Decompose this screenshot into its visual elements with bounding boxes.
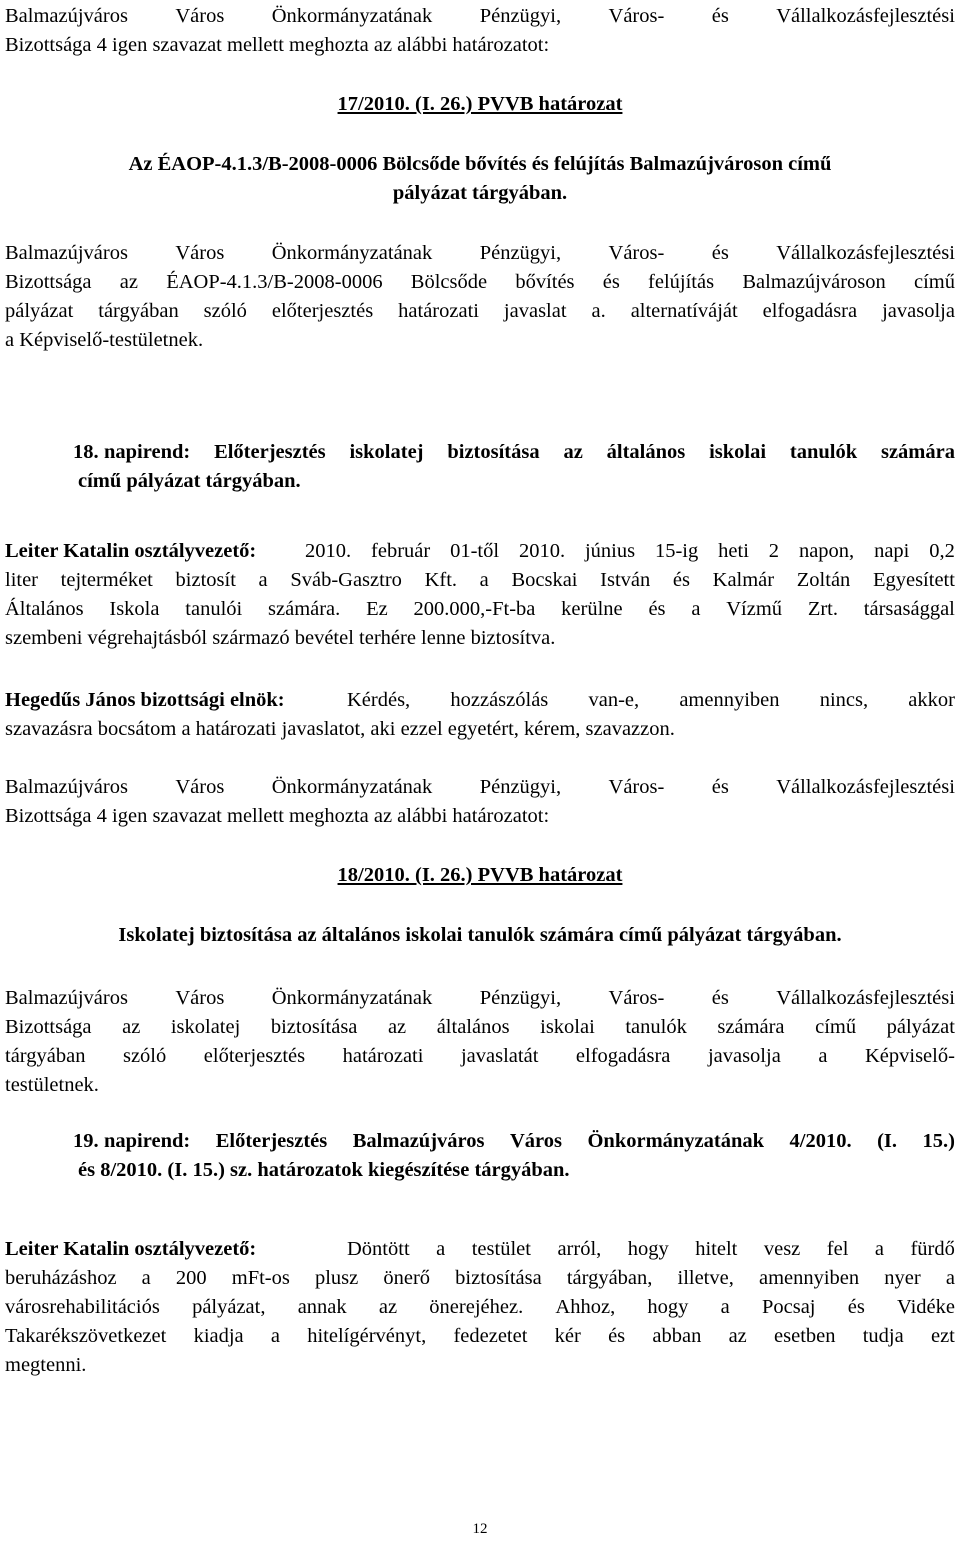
- word: Város: [175, 5, 225, 27]
- word: Bizottsága: [5, 1016, 92, 1038]
- word: és: [711, 5, 729, 27]
- word: liter: [5, 569, 39, 591]
- word: Ez: [366, 598, 388, 620]
- word: szóló: [203, 300, 247, 322]
- word: tárgyában,: [566, 1267, 653, 1289]
- page-number: 12: [472, 1521, 488, 1537]
- word: iskolai: [709, 441, 767, 463]
- word: a: [874, 1238, 884, 1260]
- word: 15-ig: [654, 540, 699, 562]
- word: iskolai: [540, 1016, 595, 1038]
- word: 2: [768, 540, 780, 562]
- word: számára: [880, 441, 955, 463]
- justified-line: [5, 984, 955, 1013]
- word: Egyesített: [872, 569, 955, 591]
- justified-line: [104, 1127, 955, 1156]
- word: az: [122, 1016, 141, 1038]
- justified-line: [5, 268, 955, 297]
- word: (I.: [877, 1130, 898, 1152]
- word: a: [818, 1045, 828, 1067]
- word: és: [847, 1296, 865, 1318]
- word: Város: [175, 776, 225, 798]
- justified-line: [5, 1322, 955, 1351]
- word: Bölcsőde: [410, 271, 488, 293]
- word: az: [119, 271, 138, 293]
- resolution-title: 18/2010. (I. 26.) PVVB határozat: [337, 864, 623, 886]
- word: Ahhoz,: [555, 1296, 616, 1318]
- word: javaslat: [503, 300, 567, 322]
- word: Iskola: [109, 598, 160, 620]
- word: Előterjesztés: [215, 1130, 328, 1152]
- word: biztosítása: [270, 1016, 358, 1038]
- word: esetben: [774, 1325, 836, 1347]
- word: van-e,: [588, 689, 640, 711]
- word: a: [436, 1238, 446, 1260]
- word: pályázat: [886, 1016, 955, 1038]
- word: fürdő: [910, 1238, 955, 1260]
- resolution-title: 17/2010. (I. 26.) PVVB határozat: [337, 93, 623, 115]
- word: önerejéhez.: [429, 1296, 524, 1318]
- word: című: [815, 1016, 857, 1038]
- word: Pénzügyi,: [479, 776, 562, 798]
- word: az: [563, 441, 583, 463]
- speaker-label: Leiter Katalin osztályvezető:: [5, 1238, 257, 1260]
- word: tudja: [862, 1325, 904, 1347]
- word: tárgyában: [98, 300, 179, 322]
- word: elfogadásra: [575, 1045, 671, 1067]
- word: tárgyában: [5, 1045, 86, 1067]
- word: és: [648, 598, 666, 620]
- justified-line: [104, 438, 955, 467]
- word: című: [914, 271, 955, 293]
- word: iskolatej: [170, 1016, 241, 1038]
- justified-line: [5, 239, 955, 268]
- word: István: [600, 569, 651, 591]
- word: ezt: [930, 1325, 955, 1347]
- word: 2010.: [518, 540, 566, 562]
- word: határozati: [398, 300, 479, 322]
- word: előterjesztés: [271, 300, 374, 322]
- word: számára.: [268, 598, 341, 620]
- resolution-subject-line: Az ÉAOP-4.1.3/B-2008-0006 Bölcsőde bővítés és felújítás Balmazújvároson című: [128, 153, 832, 175]
- justified-line: [347, 1235, 955, 1264]
- text-line: Bizottsága 4 igen szavazat mellett meghozta az alábbi határozatot:: [5, 805, 550, 827]
- word: Sváb-Gasztro: [290, 569, 402, 591]
- word: számára: [717, 1016, 785, 1038]
- agenda-number: 18.: [73, 441, 99, 463]
- word: biztosít: [175, 569, 236, 591]
- word: szóló: [122, 1045, 167, 1067]
- justified-line: [5, 2, 955, 31]
- text-line: Bizottsága 4 igen szavazat mellett meghozta az alábbi határozatot:: [5, 34, 550, 56]
- word: Vállalkozásfejlesztési: [776, 242, 955, 264]
- word: abban: [652, 1325, 702, 1347]
- word: 01-től: [450, 540, 500, 562]
- word: a: [720, 1296, 730, 1318]
- word: javasolja: [882, 300, 955, 322]
- word: fedezetet: [453, 1325, 528, 1347]
- resolution-subject-line: Iskolatej biztosítása az általános iskolai tanulók számára című pályázat tárgyában.: [118, 924, 842, 946]
- word: amennyiben: [679, 689, 780, 711]
- word: javasolja: [707, 1045, 781, 1067]
- word: az: [387, 1016, 407, 1038]
- resolution-subject-line: pályázat tárgyában.: [392, 182, 568, 204]
- text-line: a Képviselő-testületnek.: [5, 329, 204, 351]
- word: június: [584, 540, 636, 562]
- word: Önkormányzatának: [271, 776, 433, 798]
- text-line: szembeni végrehajtásból származó bevétel terhére lenne biztosítva.: [5, 627, 556, 649]
- word: és: [672, 569, 690, 591]
- word: Balmazújváros: [5, 987, 128, 1009]
- justified-line: [5, 1293, 955, 1322]
- word: plusz: [314, 1267, 359, 1289]
- word: iskolatej: [349, 441, 424, 463]
- word: nyer: [884, 1267, 921, 1289]
- justified-line: [5, 566, 955, 595]
- word: elfogadásra: [762, 300, 858, 322]
- word: Balmazújvároson: [742, 271, 886, 293]
- word: 200: [175, 1267, 207, 1289]
- word: Vízmű: [726, 598, 783, 620]
- word: a: [945, 1267, 955, 1289]
- text-line: szavazásra bocsátom a határozati javaslatot, aki ezzel egyetért, kérem, szavazzon.: [5, 718, 675, 740]
- word: Döntött: [347, 1238, 410, 1260]
- text-line: testületnek.: [5, 1074, 99, 1096]
- word: önerő: [383, 1267, 431, 1289]
- word: városrehabilitációs: [5, 1296, 160, 1318]
- word: hogy: [647, 1296, 689, 1318]
- word: Pénzügyi,: [479, 987, 562, 1009]
- word: Takarékszövetkezet: [5, 1325, 167, 1347]
- word: a: [270, 1325, 280, 1347]
- word: a: [258, 569, 268, 591]
- word: előterjesztés: [203, 1045, 306, 1067]
- word: Város-: [608, 5, 665, 27]
- word: Város: [175, 242, 225, 264]
- text-line: című pályázat tárgyában.: [78, 470, 301, 492]
- word: 4/2010.: [789, 1130, 852, 1152]
- word: Vállalkozásfejlesztési: [776, 987, 955, 1009]
- word: napi: [874, 540, 910, 562]
- justified-line: [5, 297, 955, 326]
- word: hogy: [627, 1238, 669, 1260]
- word: akkor: [908, 689, 955, 711]
- word: február: [371, 540, 431, 562]
- word: Bocskai: [511, 569, 578, 591]
- word: tejterméket: [60, 569, 153, 591]
- speaker-label: Hegedűs János bizottsági elnök:: [5, 689, 285, 711]
- speaker-name: [5, 686, 285, 715]
- word: 200.000,-Ft-ba: [413, 598, 536, 620]
- word: 2010.: [305, 540, 352, 562]
- word: Pocsaj: [761, 1296, 816, 1318]
- word: heti: [718, 540, 749, 562]
- word: a: [141, 1267, 151, 1289]
- word: Önkormányzatának: [271, 987, 433, 1009]
- word: Város-: [608, 776, 665, 798]
- word: Város-: [608, 987, 665, 1009]
- word: fel: [826, 1238, 849, 1260]
- justified-line: [5, 773, 955, 802]
- word: biztosítása: [455, 1267, 542, 1289]
- word: 15.): [922, 1130, 955, 1152]
- word: illetve,: [677, 1267, 734, 1289]
- word: testület: [471, 1238, 531, 1260]
- word: Önkormányzatának: [271, 5, 433, 27]
- word: a: [479, 569, 489, 591]
- word: Önkormányzatának: [587, 1130, 765, 1152]
- word: Város: [175, 987, 225, 1009]
- word: és: [602, 271, 620, 293]
- word: az: [378, 1296, 398, 1318]
- word: biztosítása: [447, 441, 540, 463]
- word: ÉAOP-4.1.3/B-2008-0006: [166, 271, 383, 293]
- word: Képviselő-: [864, 1045, 955, 1067]
- speaker-name: [5, 1235, 256, 1264]
- word: felújítás: [648, 271, 715, 293]
- word: napirend:: [104, 441, 191, 463]
- speaker-label: Leiter Katalin osztályvezető:: [5, 540, 257, 562]
- justified-line: [5, 1042, 955, 1071]
- word: Balmazújváros: [5, 776, 128, 798]
- text-line: megtenni.: [5, 1354, 87, 1376]
- word: és: [711, 987, 729, 1009]
- word: Vidéke: [897, 1296, 955, 1318]
- speaker-name: [5, 537, 256, 566]
- word: kér: [554, 1325, 581, 1347]
- justified-line: [5, 1013, 955, 1042]
- word: mFt-os: [231, 1267, 290, 1289]
- word: Balmazújváros: [5, 242, 128, 264]
- word: pályázat: [5, 300, 74, 322]
- word: Zrt.: [807, 598, 838, 620]
- word: és: [608, 1325, 626, 1347]
- agenda-number: 19.: [73, 1130, 99, 1152]
- word: Pénzügyi,: [479, 5, 562, 27]
- word: Város: [509, 1130, 562, 1152]
- word: amennyiben: [758, 1267, 860, 1289]
- word: hozzászólás: [450, 689, 549, 711]
- word: kerülne: [561, 598, 623, 620]
- word: és: [711, 776, 729, 798]
- word: tanulók: [789, 441, 858, 463]
- word: tanulói: [185, 598, 243, 620]
- word: általános: [606, 441, 686, 463]
- justified-line: [5, 595, 955, 624]
- word: hitelígérvényt,: [307, 1325, 427, 1347]
- word: 0,2: [929, 540, 955, 562]
- word: az: [728, 1325, 747, 1347]
- word: hitelt: [695, 1238, 738, 1260]
- word: napon,: [798, 540, 855, 562]
- word: alternatíváját: [630, 300, 738, 322]
- word: és: [711, 242, 729, 264]
- word: Pénzügyi,: [479, 242, 562, 264]
- word: Általános: [5, 598, 84, 620]
- word: Előterjesztés: [214, 441, 326, 463]
- word: Balmazújváros: [5, 5, 128, 27]
- word: a: [691, 598, 701, 620]
- word: Balmazújváros: [352, 1130, 485, 1152]
- word: Város-: [608, 242, 665, 264]
- word: a.: [591, 300, 606, 322]
- word: arról,: [557, 1238, 602, 1260]
- word: társasággal: [863, 598, 955, 620]
- word: általános: [436, 1016, 510, 1038]
- word: beruházáshoz: [5, 1267, 117, 1289]
- justified-line: [305, 537, 955, 566]
- word: tanulók: [625, 1016, 687, 1038]
- word: vesz: [763, 1238, 801, 1260]
- word: Bizottsága: [5, 271, 92, 293]
- word: Vállalkozásfejlesztési: [776, 776, 955, 798]
- word: annak: [297, 1296, 347, 1318]
- word: napirend:: [104, 1130, 191, 1152]
- justified-line: [347, 686, 955, 715]
- word: Vállalkozásfejlesztési: [776, 5, 955, 27]
- word: Zoltán: [796, 569, 851, 591]
- word: Önkormányzatának: [271, 242, 433, 264]
- word: javaslatát: [460, 1045, 539, 1067]
- word: Kalmár: [712, 569, 775, 591]
- text-line: és 8/2010. (I. 15.) sz. határozatok kiegészítése tárgyában.: [78, 1159, 570, 1181]
- word: pályázat,: [192, 1296, 266, 1318]
- justified-line: [5, 1264, 955, 1293]
- word: nincs,: [819, 689, 869, 711]
- word: Kft.: [424, 569, 458, 591]
- word: Kérdés,: [347, 689, 411, 711]
- word: határozati: [342, 1045, 424, 1067]
- word: bővítés: [515, 271, 575, 293]
- word: kiadja: [193, 1325, 244, 1347]
